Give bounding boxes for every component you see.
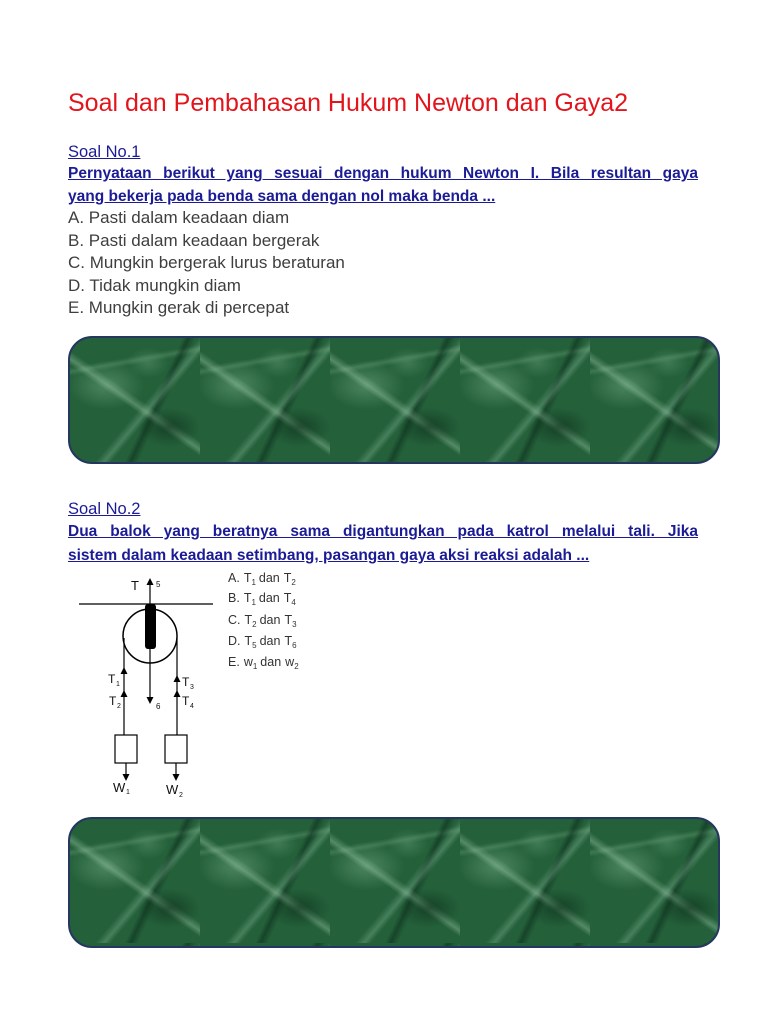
page-title: Soal dan Pembahasan Hukum Newton dan Gaya2 [68, 89, 629, 117]
label-t1: T [108, 672, 116, 686]
label-w1-sub: 1 [126, 789, 130, 796]
option-subscript-1: 2 [252, 620, 257, 629]
option-symbol-2: T [283, 591, 292, 605]
q2-option-a [228, 570, 296, 591]
option-letter: C. [228, 613, 241, 627]
q2-question-line-2: sistem dalam keadaan setimbang, pasangan gaya aksi reaksi adalah ... [68, 547, 590, 564]
option-connector: dan [260, 655, 282, 669]
option-subscript-2: 2 [294, 662, 299, 671]
arrow-t3-head [174, 675, 181, 682]
label-t1-sub: 1 [116, 681, 120, 688]
option-subscript-2: 3 [292, 620, 297, 629]
option-symbol-1: w [243, 655, 253, 669]
arrow-t4-head [174, 690, 181, 697]
label-w2-sub: 2 [179, 792, 183, 799]
label-w1: W [113, 780, 126, 795]
q1-option-c: C. Mungkin bergerak lurus beraturan [68, 253, 345, 272]
label-t4-sub: 4 [190, 703, 194, 710]
arrow-t6-head [147, 697, 154, 704]
pulley-hanger [145, 604, 156, 649]
label-t6-index: 6 [156, 702, 161, 711]
q1-option-b: B. Pasti dalam keadaan bergerak [68, 231, 320, 250]
option-connector: dan [259, 634, 281, 648]
q1-option-d: D. Tidak mungkin diam [68, 276, 241, 295]
option-symbol-1: T [244, 634, 253, 648]
option-subscript-1: 1 [252, 662, 258, 671]
q2-heading: Soal No.2 [68, 500, 141, 518]
option-subscript-1: 1 [251, 578, 256, 587]
option-symbol-1: T [244, 613, 253, 627]
option-connector: dan [259, 613, 281, 627]
option-symbol-2: T [284, 613, 293, 627]
option-subscript-2: 2 [291, 578, 296, 587]
arrow-w2-head [173, 774, 180, 781]
arrow-t1-head [121, 667, 128, 674]
left-block [115, 735, 137, 763]
option-subscript-1: 1 [251, 598, 256, 607]
marble-answer-box-2 [68, 817, 720, 948]
option-subscript-2: 6 [292, 641, 297, 650]
arrow-t2-head [121, 690, 128, 697]
q1-question-line-1: Pernyataan berikut yang sesuai dengan hukum Newton I. Bila resultan gaya [68, 165, 698, 182]
arrow-t5-head [147, 578, 154, 585]
label-w2: W [166, 782, 179, 797]
option-subscript-2: 4 [291, 598, 296, 607]
option-letter: D. [228, 634, 241, 648]
option-letter: A. [228, 571, 240, 585]
q1-option-a: A. Pasti dalam keadaan diam [68, 208, 290, 227]
right-block [165, 735, 187, 763]
option-symbol-2: T [283, 571, 292, 585]
option-symbol-1: T [243, 571, 252, 585]
option-symbol-2: w [285, 655, 295, 669]
q1-question-line-2: yang bekerja pada benda sama dengan nol maka benda ... [68, 188, 496, 205]
q2-option-b [228, 590, 296, 611]
label-t2-sub: 2 [117, 703, 121, 710]
q1-heading: Soal No.1 [68, 143, 141, 161]
q1-option-e: E. Mungkin gerak di percepat [68, 298, 290, 317]
option-symbol-1: T [243, 591, 252, 605]
option-connector: dan [258, 591, 280, 605]
label-t3: T [182, 675, 190, 689]
q2-option-e [228, 654, 299, 675]
label-t4: T [182, 694, 190, 708]
option-letter: E. [228, 655, 240, 669]
label-t3-sub: 3 [190, 684, 194, 691]
label-t5: T [131, 578, 139, 593]
option-subscript-1: 5 [252, 641, 257, 650]
q2-question-line-1: Dua balok yang beratnya sama digantungkan pada katrol melalui tali. Jika [68, 523, 698, 540]
label-t2: T [109, 694, 117, 708]
marble-answer-box-1 [68, 336, 720, 464]
option-symbol-2: T [284, 634, 293, 648]
q2-option-c [228, 612, 297, 633]
option-connector: dan [258, 571, 280, 585]
q2-option-d [228, 633, 297, 654]
label-t5-index: 5 [156, 580, 161, 589]
option-letter: B. [228, 591, 240, 605]
